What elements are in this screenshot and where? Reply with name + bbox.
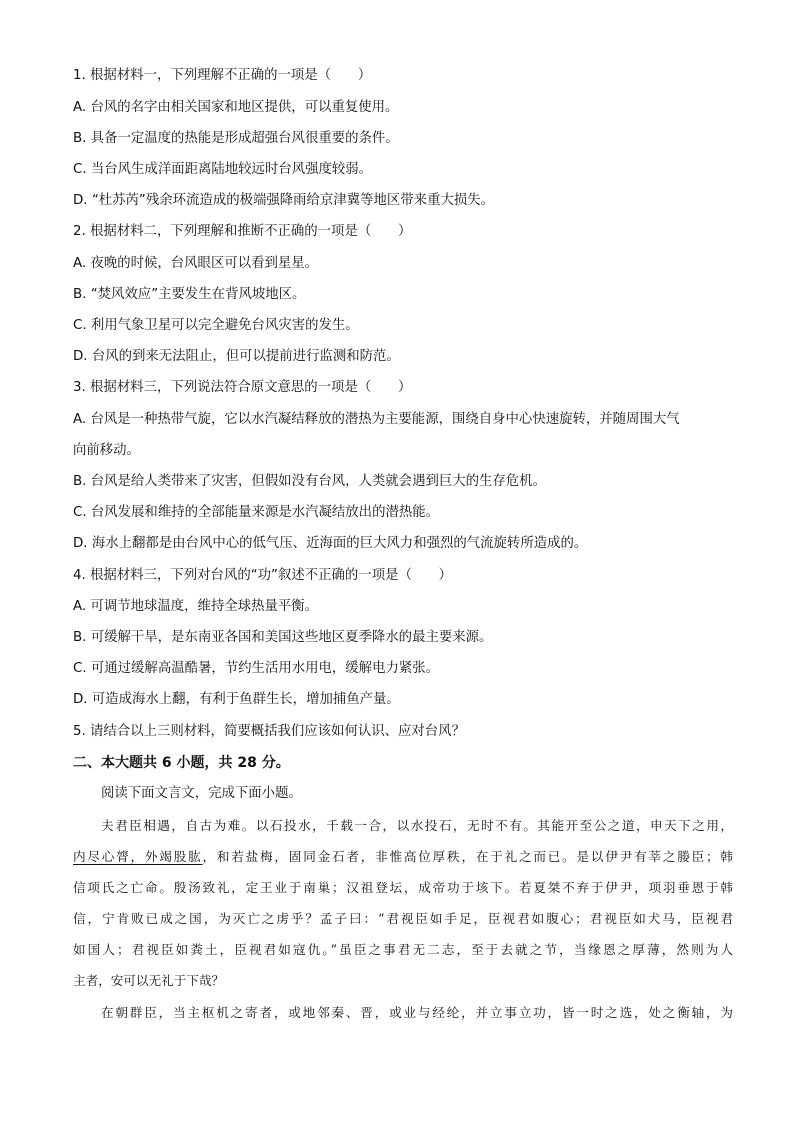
passage-line: 信项氏之亡命。殷汤致礼，定王业于南巢；汉祖登坛，成帝功于垓下。若夏桀不弃于伊尹，项羽垂恩于韩 [73,880,733,895]
question-4-option-c: C. 可通过缓解高温酷暑，节约生活用水用电，缓解电力紧张。 [73,661,440,676]
question-4-option-d: D. 可造成海水上翻，有利于鱼群生长，增加捕鱼产量。 [73,692,400,707]
question-5-stem: 5. 请结合以上三则材料，简要概括我们应该如何认识、应对台风？ [73,724,465,739]
section-2-instruction: 阅读下面文言文，完成下面小题。 [101,786,302,801]
question-3-option-a-continued: 向前移动。 [73,443,140,458]
passage-underlined-phrase: 内尽心膂，外竭股肱 [73,849,203,864]
passage-line: 夫君臣相遇，自古为难。以石投水，千载一合，以水投石，无时不有。其能开至公之道，申天下之用， [101,818,733,833]
question-2-option-b: B. “焚风效应”主要发生在背风坡地区。 [73,287,306,302]
question-1-option-b: B. 具备一定温度的热能是形成超强台风很重要的条件。 [73,131,399,146]
passage-line: 如国人；君视臣如粪土，臣视君如寇仇。”虽臣之事君无二志，至于去就之节，当缘恩之厚薄，然则为人 [73,942,733,957]
question-4-option-b: B. 可缓解干旱，是东南亚各国和美国这些地区夏季降水的最主要来源。 [73,630,493,645]
passage-line: 信，宁肯败已成之国，为灭亡之虏乎？孟子曰：“君视臣如手足，臣视君如腹心；君视臣如犬马，臣视君 [73,911,733,926]
question-2-stem: 2. 根据材料二，下列理解和推断不正确的一项是（ ） [73,224,412,239]
question-1-option-a: A. 台风的名字由相关国家和地区提供，可以重复使用。 [73,100,399,115]
question-3-option-d: D. 海水上翻都是由台风中心的低气压、近海面的巨大风力和强烈的气流旋转所造成的。 [73,536,588,551]
passage-line [73,847,733,867]
question-3-option-b: B. 台风是给人类带来了灾害，但假如没有台风，人类就会遇到巨大的生存危机。 [73,474,546,489]
passage-line: 主者，安可以无礼于下哉？ [73,973,225,988]
passage-line: 在朝群臣，当主枢机之寄者，或地邻秦、晋，或业与经纶，并立事立功，皆一时之选，处之衡轴，为 [101,1005,733,1020]
question-3-option-c: C. 台风发展和维持的全部能量来源是水汽凝结放出的潜热能。 [73,505,440,520]
question-1-option-c: C. 当台风生成洋面距离陆地较远时台风强度较弱。 [73,162,373,177]
section-2-heading: 二、本大题共 6 小题，共 28 分。 [73,755,290,771]
question-4-stem: 4. 根据材料三，下列对台风的“功”叙述不正确的一项是（ ） [73,568,453,583]
question-1-option-d: D. “杜苏芮”残余环流造成的极端强降雨给京津冀等地区带来重大损失。 [73,193,495,208]
question-4-option-a: A. 可调节地球温度，维持全球热量平衡。 [73,599,319,614]
passage-line-rest: ，和若盐梅，固同金石者，非惟高位厚秩，在于礼之而已。是以伊尹有莘之媵臣；韩 [202,849,734,864]
question-3-stem: 3. 根据材料三，下列说法符合原文意思的一项是（ ） [73,380,412,395]
question-2-option-a: A. 夜晚的时候，台风眼区可以看到星星。 [73,256,319,271]
question-3-option-a: A. 台风是一种热带气旋，它以水汽凝结释放的潜热为主要能源，围绕自身中心快速旋转，并随周围大气 [73,412,680,427]
question-1-stem: 1. 根据材料一，下列理解不正确的一项是（ ） [73,68,372,83]
question-2-option-c: C. 利用气象卫星可以完全避免台风灾害的发生。 [73,318,359,333]
question-2-option-d: D. 台风的到来无法阻止，但可以提前进行监测和防范。 [73,349,400,364]
